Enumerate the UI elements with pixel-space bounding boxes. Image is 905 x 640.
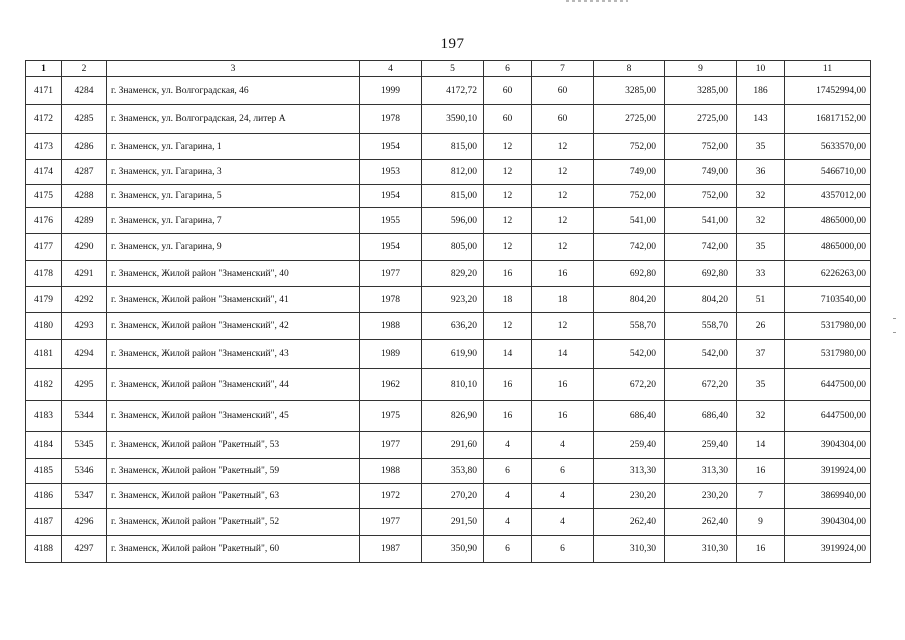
- living-area-cell: 558,70: [594, 313, 665, 340]
- row-number-cell: 4187: [26, 509, 62, 536]
- apartments-2-cell: 4: [532, 432, 594, 459]
- year-cell: 1972: [360, 484, 422, 509]
- row-number-cell: 4186: [26, 484, 62, 509]
- living-area-cell: 542,00: [594, 340, 665, 369]
- area-cell: 291,60: [422, 432, 484, 459]
- row-number-cell: 4188: [26, 536, 62, 563]
- table-row: [26, 77, 871, 105]
- cost-cell: 6447500,00: [785, 401, 871, 432]
- area-cell: 826,90: [422, 401, 484, 432]
- apartments-cell: 12: [484, 185, 532, 208]
- address-cell: г. Знаменск, ул. Волгоградская, 46: [107, 77, 360, 105]
- living-area-cell: 752,00: [594, 185, 665, 208]
- apartments-cell: 6: [484, 459, 532, 484]
- column-header: 10: [737, 61, 785, 77]
- apartments-2-cell: 12: [532, 313, 594, 340]
- residents-cell: 186: [737, 77, 785, 105]
- area-cell: 815,00: [422, 134, 484, 160]
- apartments-2-cell: 12: [532, 234, 594, 261]
- column-header: 11: [785, 61, 871, 77]
- living-area-cell: 313,30: [594, 459, 665, 484]
- cost-cell: 5317980,00: [785, 340, 871, 369]
- object-id-cell: 5344: [62, 401, 107, 432]
- apartments-cell: 12: [484, 208, 532, 234]
- living-area-2-cell: 541,00: [665, 208, 737, 234]
- address-cell: г. Знаменск, Жилой район "Знаменский", 45: [107, 401, 360, 432]
- row-number-cell: 4174: [26, 160, 62, 185]
- residents-cell: 36: [737, 160, 785, 185]
- apartments-cell: 16: [484, 401, 532, 432]
- area-cell: 350,90: [422, 536, 484, 563]
- area-cell: 815,00: [422, 185, 484, 208]
- living-area-2-cell: 542,00: [665, 340, 737, 369]
- apartments-2-cell: 4: [532, 484, 594, 509]
- year-cell: 1988: [360, 459, 422, 484]
- year-cell: 1954: [360, 134, 422, 160]
- row-number-cell: 4178: [26, 261, 62, 287]
- scan-artifact: [893, 318, 896, 319]
- cost-cell: 3919924,00: [785, 536, 871, 563]
- object-id-cell: 4285: [62, 105, 107, 134]
- registry-table: [25, 60, 871, 563]
- apartments-2-cell: 4: [532, 509, 594, 536]
- residents-cell: 16: [737, 459, 785, 484]
- living-area-2-cell: 686,40: [665, 401, 737, 432]
- cost-cell: 3904304,00: [785, 432, 871, 459]
- apartments-cell: 12: [484, 234, 532, 261]
- object-id-cell: 5347: [62, 484, 107, 509]
- row-number-cell: 4176: [26, 208, 62, 234]
- living-area-2-cell: 804,20: [665, 287, 737, 313]
- year-cell: 1975: [360, 401, 422, 432]
- apartments-cell: 6: [484, 536, 532, 563]
- object-id-cell: 4297: [62, 536, 107, 563]
- scan-artifact: [566, 0, 628, 2]
- living-area-cell: 541,00: [594, 208, 665, 234]
- area-cell: 3590,10: [422, 105, 484, 134]
- residents-cell: 143: [737, 105, 785, 134]
- living-area-cell: 672,20: [594, 369, 665, 401]
- scan-artifact: [893, 332, 896, 333]
- living-area-cell: 804,20: [594, 287, 665, 313]
- row-number-cell: 4177: [26, 234, 62, 261]
- row-number-cell: 4171: [26, 77, 62, 105]
- header-row: [26, 61, 871, 77]
- address-cell: г. Знаменск, Жилой район "Ракетный", 53: [107, 432, 360, 459]
- apartments-2-cell: 12: [532, 185, 594, 208]
- object-id-cell: 4284: [62, 77, 107, 105]
- residents-cell: 32: [737, 208, 785, 234]
- table-row: [26, 185, 871, 208]
- apartments-cell: 16: [484, 369, 532, 401]
- apartments-cell: 16: [484, 261, 532, 287]
- object-id-cell: 4286: [62, 134, 107, 160]
- column-header: 9: [665, 61, 737, 77]
- year-cell: 1999: [360, 77, 422, 105]
- apartments-2-cell: 60: [532, 77, 594, 105]
- table-row: [26, 536, 871, 563]
- table-row: [26, 369, 871, 401]
- table-row: [26, 287, 871, 313]
- address-cell: г. Знаменск, Жилой район "Знаменский", 42: [107, 313, 360, 340]
- living-area-cell: 2725,00: [594, 105, 665, 134]
- apartments-2-cell: 16: [532, 261, 594, 287]
- living-area-2-cell: 672,20: [665, 369, 737, 401]
- address-cell: г. Знаменск, Жилой район "Знаменский", 40: [107, 261, 360, 287]
- residents-cell: 32: [737, 185, 785, 208]
- object-id-cell: 4287: [62, 160, 107, 185]
- object-id-cell: 4289: [62, 208, 107, 234]
- area-cell: 596,00: [422, 208, 484, 234]
- area-cell: 353,80: [422, 459, 484, 484]
- address-cell: г. Знаменск, ул. Волгоградская, 24, литер А: [107, 105, 360, 134]
- table-row: [26, 401, 871, 432]
- living-area-2-cell: 752,00: [665, 134, 737, 160]
- address-cell: г. Знаменск, Жилой район "Ракетный", 52: [107, 509, 360, 536]
- living-area-2-cell: 2725,00: [665, 105, 737, 134]
- address-cell: г. Знаменск, ул. Гагарина, 1: [107, 134, 360, 160]
- residents-cell: 26: [737, 313, 785, 340]
- year-cell: 1978: [360, 287, 422, 313]
- column-header: 5: [422, 61, 484, 77]
- cost-cell: 6226263,00: [785, 261, 871, 287]
- living-area-2-cell: 749,00: [665, 160, 737, 185]
- cost-cell: 4865000,00: [785, 234, 871, 261]
- row-number-cell: 4175: [26, 185, 62, 208]
- address-cell: г. Знаменск, Жилой район "Знаменский", 41: [107, 287, 360, 313]
- residents-cell: 51: [737, 287, 785, 313]
- area-cell: 291,50: [422, 509, 484, 536]
- living-area-2-cell: 692,80: [665, 261, 737, 287]
- object-id-cell: 4290: [62, 234, 107, 261]
- apartments-2-cell: 18: [532, 287, 594, 313]
- object-id-cell: 4296: [62, 509, 107, 536]
- address-cell: г. Знаменск, ул. Гагарина, 5: [107, 185, 360, 208]
- living-area-cell: 310,30: [594, 536, 665, 563]
- living-area-cell: 3285,00: [594, 77, 665, 105]
- table-row: [26, 261, 871, 287]
- column-header: 2: [62, 61, 107, 77]
- year-cell: 1989: [360, 340, 422, 369]
- cost-cell: 6447500,00: [785, 369, 871, 401]
- object-id-cell: 5346: [62, 459, 107, 484]
- column-header: 3: [107, 61, 360, 77]
- cost-cell: 5317980,00: [785, 313, 871, 340]
- area-cell: 805,00: [422, 234, 484, 261]
- table-row: [26, 509, 871, 536]
- year-cell: 1962: [360, 369, 422, 401]
- year-cell: 1987: [360, 536, 422, 563]
- apartments-cell: 12: [484, 160, 532, 185]
- area-cell: 4172,72: [422, 77, 484, 105]
- cost-cell: 5466710,00: [785, 160, 871, 185]
- row-number-cell: 4183: [26, 401, 62, 432]
- cost-cell: 5633570,00: [785, 134, 871, 160]
- living-area-2-cell: 230,20: [665, 484, 737, 509]
- row-number-cell: 4185: [26, 459, 62, 484]
- object-id-cell: 4288: [62, 185, 107, 208]
- apartments-2-cell: 14: [532, 340, 594, 369]
- apartments-2-cell: 6: [532, 459, 594, 484]
- residents-cell: 37: [737, 340, 785, 369]
- table-body: [26, 77, 871, 563]
- cost-cell: 7103540,00: [785, 287, 871, 313]
- living-area-2-cell: 3285,00: [665, 77, 737, 105]
- table-row: [26, 432, 871, 459]
- cost-cell: 16817152,00: [785, 105, 871, 134]
- object-id-cell: 4295: [62, 369, 107, 401]
- table-row: [26, 208, 871, 234]
- page-number: 197: [440, 36, 465, 52]
- living-area-2-cell: 310,30: [665, 536, 737, 563]
- cost-cell: 3869940,00: [785, 484, 871, 509]
- area-cell: 636,20: [422, 313, 484, 340]
- cost-cell: 4865000,00: [785, 208, 871, 234]
- object-id-cell: 4293: [62, 313, 107, 340]
- living-area-2-cell: 752,00: [665, 185, 737, 208]
- living-area-cell: 230,20: [594, 484, 665, 509]
- residents-cell: 35: [737, 234, 785, 261]
- living-area-cell: 259,40: [594, 432, 665, 459]
- living-area-2-cell: 558,70: [665, 313, 737, 340]
- apartments-2-cell: 60: [532, 105, 594, 134]
- apartments-cell: 12: [484, 313, 532, 340]
- row-number-cell: 4181: [26, 340, 62, 369]
- apartments-cell: 60: [484, 77, 532, 105]
- living-area-cell: 262,40: [594, 509, 665, 536]
- year-cell: 1953: [360, 160, 422, 185]
- row-number-cell: 4180: [26, 313, 62, 340]
- column-header: 7: [532, 61, 594, 77]
- column-header: 8: [594, 61, 665, 77]
- living-area-2-cell: 742,00: [665, 234, 737, 261]
- area-cell: 270,20: [422, 484, 484, 509]
- object-id-cell: 4294: [62, 340, 107, 369]
- apartments-cell: 18: [484, 287, 532, 313]
- area-cell: 619,90: [422, 340, 484, 369]
- living-area-2-cell: 262,40: [665, 509, 737, 536]
- year-cell: 1978: [360, 105, 422, 134]
- row-number-cell: 4172: [26, 105, 62, 134]
- column-header: 6: [484, 61, 532, 77]
- year-cell: 1988: [360, 313, 422, 340]
- year-cell: 1955: [360, 208, 422, 234]
- apartments-2-cell: 12: [532, 134, 594, 160]
- address-cell: г. Знаменск, Жилой район "Знаменский", 43: [107, 340, 360, 369]
- apartments-2-cell: 6: [532, 536, 594, 563]
- residents-cell: 32: [737, 401, 785, 432]
- area-cell: 812,00: [422, 160, 484, 185]
- year-cell: 1977: [360, 432, 422, 459]
- address-cell: г. Знаменск, ул. Гагарина, 9: [107, 234, 360, 261]
- address-cell: г. Знаменск, Жилой район "Ракетный", 63: [107, 484, 360, 509]
- apartments-cell: 4: [484, 484, 532, 509]
- column-header: 1: [26, 61, 62, 77]
- row-number-cell: 4184: [26, 432, 62, 459]
- table-row: [26, 340, 871, 369]
- cost-cell: 3904304,00: [785, 509, 871, 536]
- table-row: [26, 160, 871, 185]
- apartments-cell: 14: [484, 340, 532, 369]
- residents-cell: 7: [737, 484, 785, 509]
- apartments-cell: 12: [484, 134, 532, 160]
- table-row: [26, 484, 871, 509]
- apartments-cell: 4: [484, 432, 532, 459]
- year-cell: 1954: [360, 234, 422, 261]
- table-row: [26, 134, 871, 160]
- object-id-cell: 4292: [62, 287, 107, 313]
- address-cell: г. Знаменск, Жилой район "Ракетный", 59: [107, 459, 360, 484]
- cost-cell: 4357012,00: [785, 185, 871, 208]
- row-number-cell: 4179: [26, 287, 62, 313]
- apartments-cell: 4: [484, 509, 532, 536]
- row-number-cell: 4173: [26, 134, 62, 160]
- apartments-2-cell: 16: [532, 369, 594, 401]
- table-row: [26, 459, 871, 484]
- cost-cell: 3919924,00: [785, 459, 871, 484]
- residents-cell: 14: [737, 432, 785, 459]
- apartments-2-cell: 12: [532, 208, 594, 234]
- area-cell: 923,20: [422, 287, 484, 313]
- address-cell: г. Знаменск, ул. Гагарина, 3: [107, 160, 360, 185]
- table-row: [26, 105, 871, 134]
- residents-cell: 35: [737, 134, 785, 160]
- residents-cell: 16: [737, 536, 785, 563]
- living-area-2-cell: 259,40: [665, 432, 737, 459]
- residents-cell: 9: [737, 509, 785, 536]
- area-cell: 810,10: [422, 369, 484, 401]
- area-cell: 829,20: [422, 261, 484, 287]
- living-area-cell: 752,00: [594, 134, 665, 160]
- row-number-cell: 4182: [26, 369, 62, 401]
- table-row: [26, 313, 871, 340]
- address-cell: г. Знаменск, Жилой район "Ракетный", 60: [107, 536, 360, 563]
- living-area-2-cell: 313,30: [665, 459, 737, 484]
- apartments-2-cell: 12: [532, 160, 594, 185]
- column-header: 4: [360, 61, 422, 77]
- table-row: [26, 234, 871, 261]
- cost-cell: 17452994,00: [785, 77, 871, 105]
- living-area-cell: 742,00: [594, 234, 665, 261]
- object-id-cell: 5345: [62, 432, 107, 459]
- year-cell: 1954: [360, 185, 422, 208]
- object-id-cell: 4291: [62, 261, 107, 287]
- living-area-cell: 692,80: [594, 261, 665, 287]
- residents-cell: 35: [737, 369, 785, 401]
- residents-cell: 33: [737, 261, 785, 287]
- apartments-cell: 60: [484, 105, 532, 134]
- apartments-2-cell: 16: [532, 401, 594, 432]
- address-cell: г. Знаменск, ул. Гагарина, 7: [107, 208, 360, 234]
- living-area-cell: 686,40: [594, 401, 665, 432]
- year-cell: 1977: [360, 509, 422, 536]
- living-area-cell: 749,00: [594, 160, 665, 185]
- address-cell: г. Знаменск, Жилой район "Знаменский", 44: [107, 369, 360, 401]
- year-cell: 1977: [360, 261, 422, 287]
